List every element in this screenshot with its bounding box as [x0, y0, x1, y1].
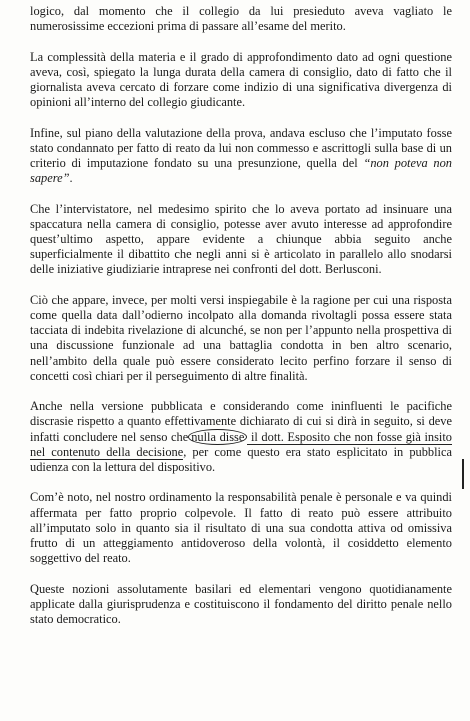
paragraph-1: logico, dal momento che il collegio da lui presieduto aveva vagliato le numerosissime eccezioni prima di passare all’esame del merito.: [30, 4, 452, 34]
paragraph-3-text: Infine, sul piano della valutazione della prova, andava escluso che l’imputato fosse stato condannato per fatto di reato da lui non commesso e ascrittogli sulla base di un criterio di imputazione fondato su una presunzione, quella del: [30, 125, 452, 170]
handwritten-margin-mark: [462, 459, 464, 489]
paragraph-8: Queste nozioni assolutamente basilari ed elementari vengono quotidianamente applicate dalla giurisprudenza e costituiscono il fondamento del diritto penale nello stato democratico.: [30, 581, 452, 627]
paragraph-6-tail: , per come questo era stato esplicitato in pubblica udienza con la lettura del dispositivo.: [30, 444, 452, 475]
paragraph-7: Com’è noto, nel nostro ordinamento la responsabilità penale è personale e va quindi affermata per fatto proprio colpevole. Il fatto di reato può essere attribuito all’imputato solo in quanto sia il risultato di una sua condotta attiva od omissiva frutto di un atteggiamento antidoveroso della volontà, il cosiddetto elemento soggettivo del reato.: [30, 490, 452, 566]
paragraph-6-text: Anche nella versione pubblicata e considerando come ininfluenti le pacifiche discrasie rispetto a quanto effettivamente dichiarato di cui si dirà in seguito, si deve infatti concludere nel senso che: [30, 399, 452, 444]
handwritten-circle: nulla disse: [188, 429, 247, 445]
italic-quote: “non poteva non sapere”: [30, 156, 452, 186]
paragraph-6: [30, 399, 452, 475]
paragraph-3-end: .: [69, 171, 73, 186]
paragraph-4: Che l’intervistatore, nel medesimo spirito che lo aveva portato ad insinuare una spaccatura nella camera di consiglio, potesse aver avuto interesse ad approfondire quest’ultimo aspetto, appare evidente a chiunque abbia seguito anche superficialmente il dibattito che negli anni si è articolato in parallelo allo snodarsi delle iniziative giudiziarie intraprese nei confronti del dott. Berlusconi.: [30, 201, 452, 277]
paragraph-2: La complessità della materia e il grado di approfondimento dato ad ogni questione aveva, così, spiegato la lunga durata della camera di consiglio, dato di fatto che il giornalista aveva cercato di forzare come indizio di una significativa divergenza di opinioni all’interno del collegio giudicante.: [30, 49, 452, 110]
paragraph-3: [30, 126, 452, 187]
paragraph-5: Ciò che appare, invece, per molti versi inspiegabile è la ragione per cui una risposta come quella data dall’odierno incolpato alla domanda rivoltagli possa essere stata tacciata di indebita rivelazione di alcunché, se non per l’appunto nella prospettiva di una discussione funzionale ad una battaglia condotta in ben altro scenario, nell’ambito della quale può essere considerato lecito perfino forzare il senso di concetti così chiari per il perseguimento di altre finalità.: [30, 292, 452, 383]
handwritten-underline: il dott. Esposito che non fosse già insito nel contenuto della decisione: [30, 429, 452, 459]
